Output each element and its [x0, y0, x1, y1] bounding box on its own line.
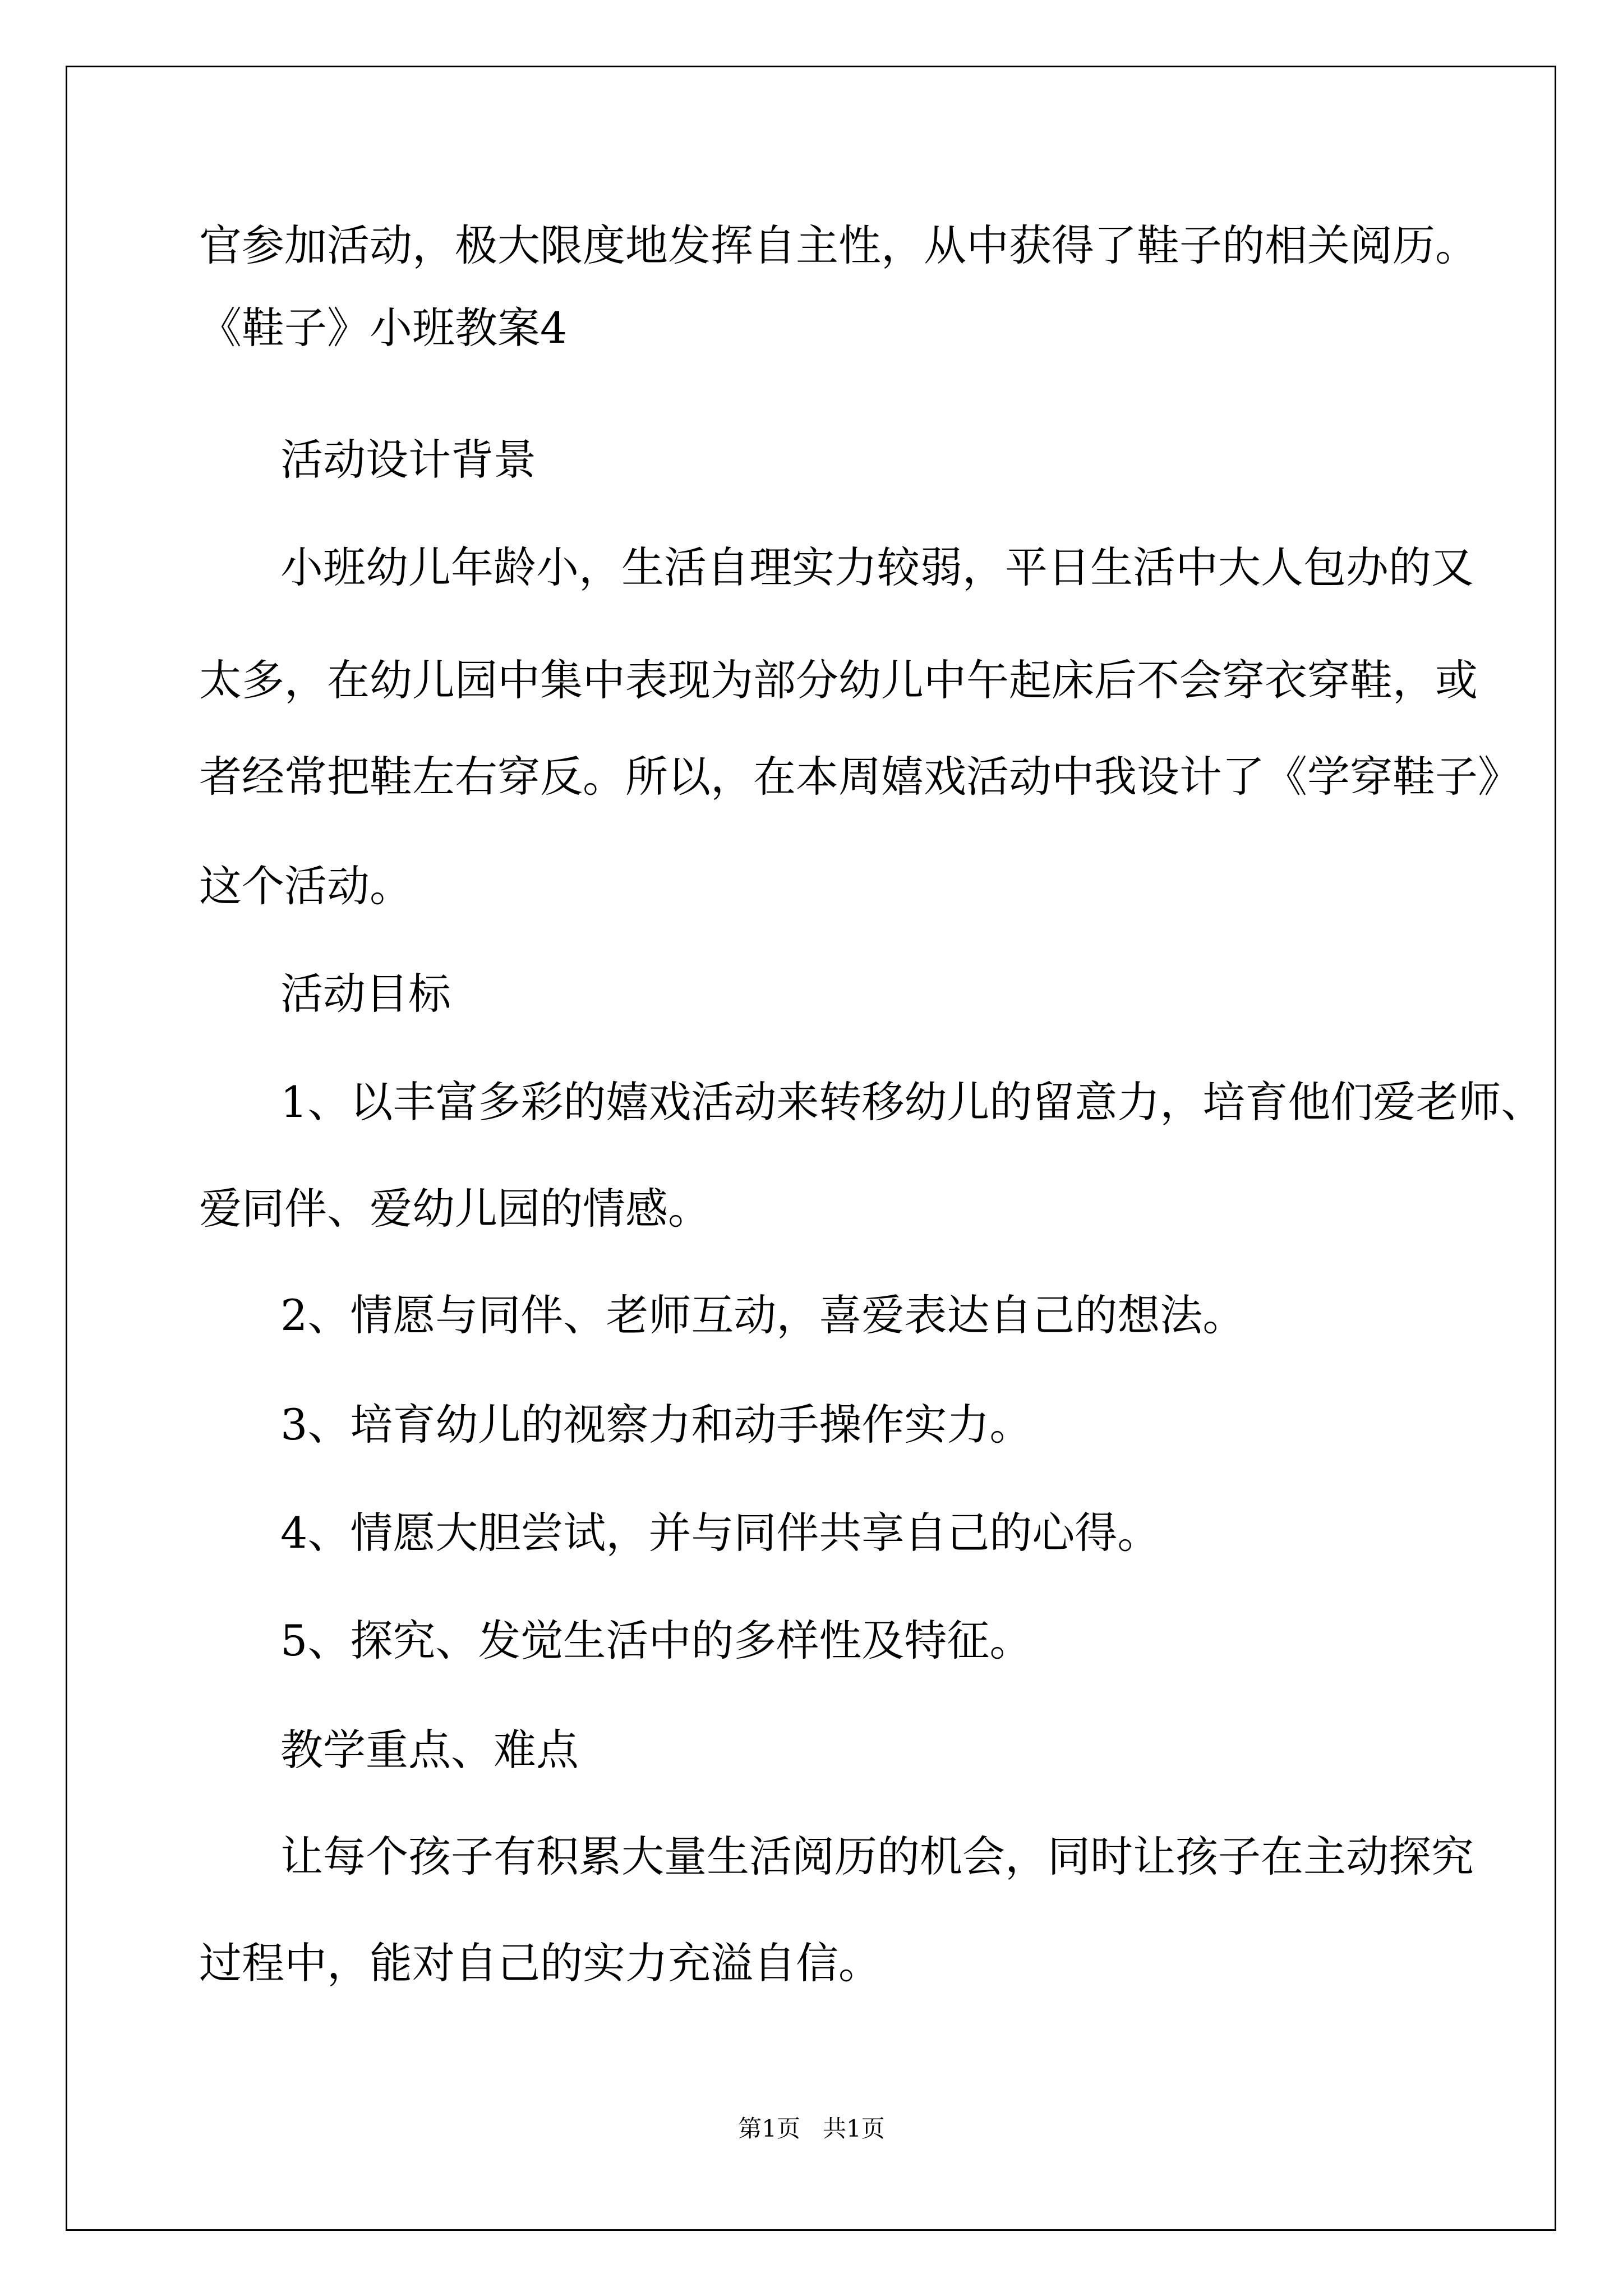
- body-line: 3、培育幼儿的视察力和动手操作实力。: [280, 1400, 1032, 1450]
- body-line: 官参加活动，极大限度地发挥自主性，从中获得了鞋子的相关阅历。: [199, 220, 1478, 270]
- subheading: 教学重点、难点: [280, 1725, 579, 1775]
- body-line: 过程中，能对自己的实力充溢自信。: [199, 1938, 881, 1988]
- body-line: 爱同伴、爱幼儿园的情感。: [199, 1184, 711, 1234]
- body-line: 让每个孩子有积累大量生活阅历的机会，同时让孩子在主动探究: [280, 1832, 1474, 1881]
- body-line: 小班幼儿年龄小，生活自理实力较弱，平日生活中大人包办的又: [280, 542, 1474, 592]
- body-line: 2、情愿与同伴、老师互动，喜爱表达自己的想法。: [280, 1290, 1246, 1340]
- body-line: 这个活动。: [199, 861, 412, 911]
- page-frame: [66, 66, 1556, 2231]
- body-line: 5、探究、发觉生活中的多样性及特征。: [280, 1616, 1032, 1665]
- page-number-footer: 第1页 共1页: [738, 2115, 885, 2142]
- subheading: 活动目标: [280, 969, 451, 1019]
- body-line: 者经常把鞋左右穿反。所以，在本周嬉戏活动中我设计了《学穿鞋子》: [199, 752, 1520, 802]
- body-line: 太多，在幼儿园中集中表现为部分幼儿中午起床后不会穿衣穿鞋，或: [199, 655, 1478, 705]
- subheading: 活动设计背景: [280, 435, 536, 485]
- body-line: 1、以丰富多彩的嬉戏活动来转移幼儿的留意力，培育他们爱老师、: [280, 1077, 1544, 1127]
- section-title: 《鞋子》小班教案4: [199, 303, 568, 353]
- body-line: 4、情愿大胆尝试，并与同伴共享自己的心得。: [280, 1508, 1160, 1558]
